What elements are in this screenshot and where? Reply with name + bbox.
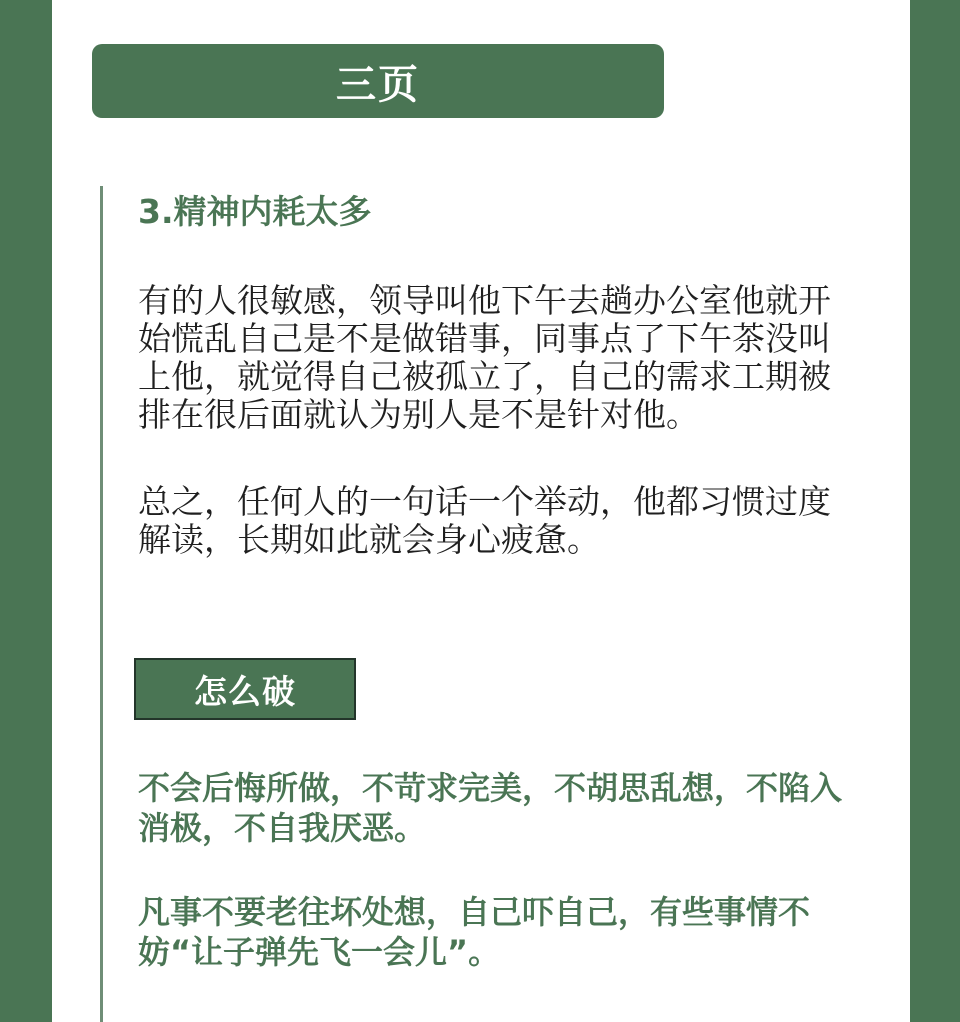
section-paragraph-2: 总之，任何人的一句话一个举动，他都习惯过度解读，长期如此就会身心疲惫。	[138, 482, 831, 559]
solution-label: 怎么破	[194, 671, 296, 711]
solution-paragraph-2: 凡事不要老往坏处想，自己吓自己，有些事情不妨“让子弹先飞一会儿”。	[138, 893, 811, 971]
section-paragraph-1: 有的人很敏感，领导叫他下午去趟办公室他就开始慌乱自己是不是做错事，同事点了下午茶没叫上他，就觉得自己被孤立了，自己的需求工期被排在很后面就认为别人是不是针对他。	[138, 281, 831, 434]
page-title: 三页	[336, 61, 420, 108]
page-header-banner	[92, 44, 664, 118]
content-page	[52, 0, 910, 1022]
solution-paragraph-1: 不会后悔所做，不苛求完美，不胡思乱想，不陷入消极，不自我厌恶。	[138, 769, 843, 847]
section-title: 3.精神内耗太多	[138, 192, 372, 231]
solution-label-box	[134, 658, 356, 720]
left-accent-line	[100, 186, 103, 1022]
